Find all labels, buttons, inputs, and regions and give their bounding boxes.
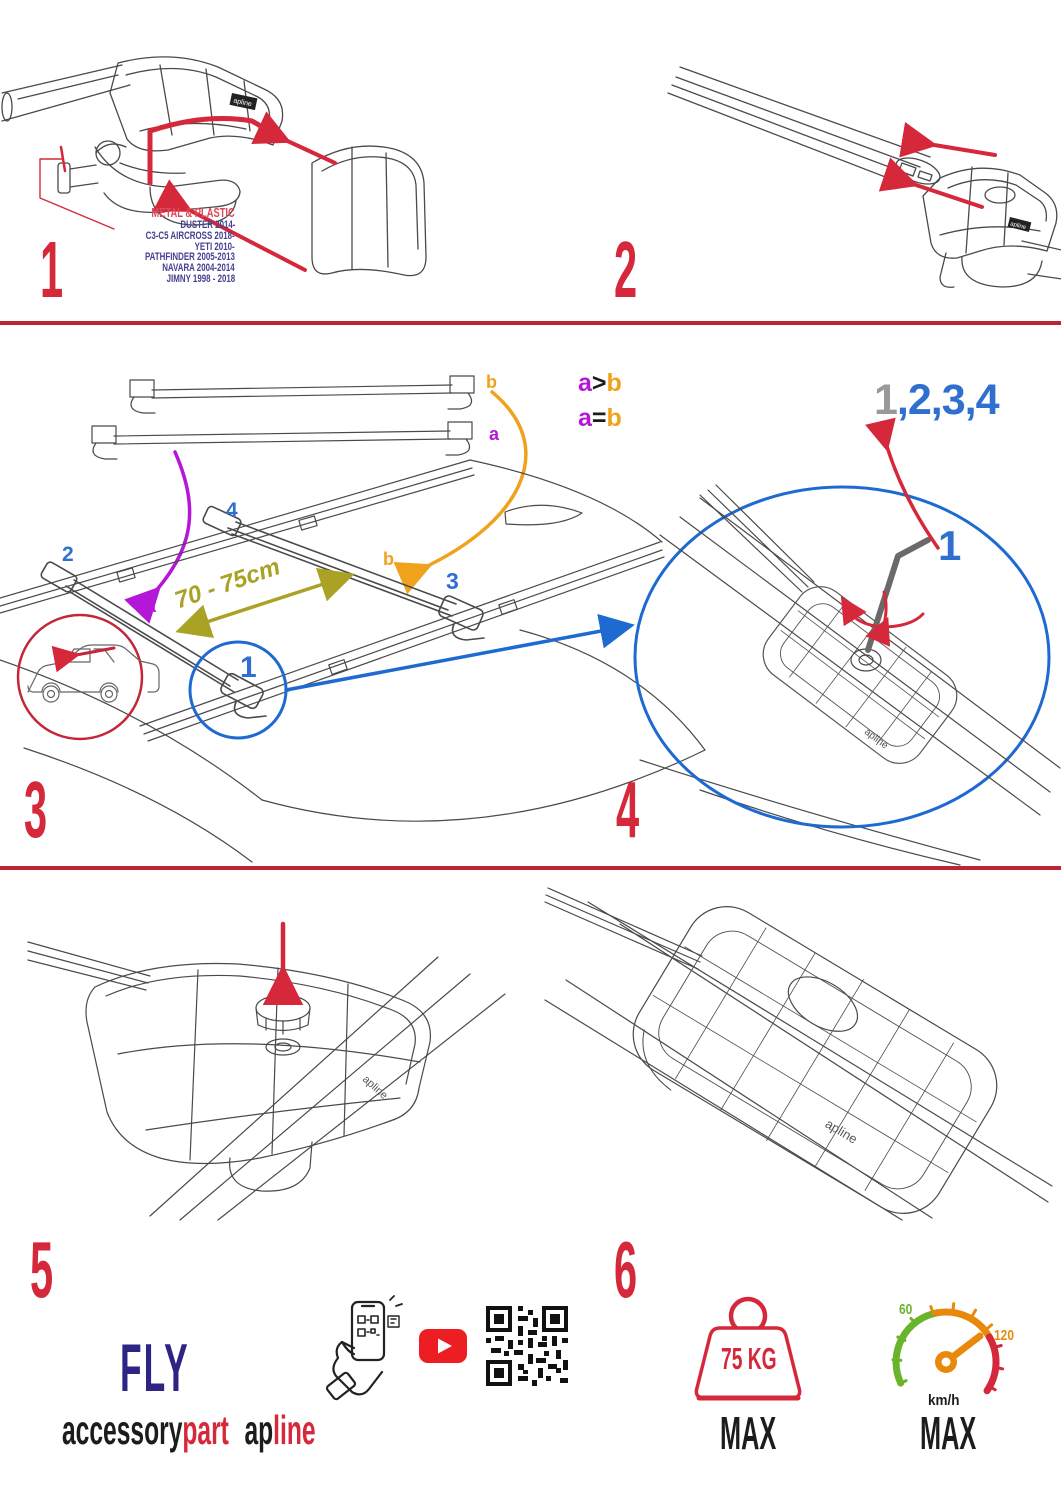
apline-logo-patch bbox=[230, 93, 258, 110]
compare-rule-1: a>b bbox=[578, 369, 622, 397]
svg-text:apline: apline bbox=[232, 97, 253, 109]
compare-rule-2: a=b bbox=[578, 404, 622, 432]
svg-text:apline: apline bbox=[862, 726, 891, 752]
max-weight-label: MAX bbox=[720, 1407, 777, 1459]
zoom-connector-line bbox=[286, 626, 628, 690]
foot2-number: 2 bbox=[62, 543, 74, 566]
step5-step6-drawing bbox=[0, 872, 1061, 1222]
product-name: FLY bbox=[120, 1330, 190, 1406]
foot1-number: 1 bbox=[240, 651, 257, 684]
step5-number: 5 bbox=[30, 1225, 53, 1314]
step4-magnified-view bbox=[635, 485, 1060, 827]
phone-scan-icon bbox=[320, 1296, 404, 1404]
bar-b-route-curve bbox=[410, 392, 526, 574]
repeat-sequence-arrow bbox=[882, 428, 938, 548]
gauge-60-label: 60 bbox=[899, 1301, 913, 1318]
roof-bar-a-label: a bbox=[146, 596, 157, 616]
fitment-text-block bbox=[95, 205, 235, 285]
svg-text:apline: apline bbox=[1009, 221, 1027, 232]
step3-number: 3 bbox=[24, 765, 47, 854]
section-divider-1 bbox=[0, 321, 1061, 325]
model-item: YETI 2010- bbox=[194, 240, 235, 253]
model-item: C3-C5 AIRCROSS 2018- bbox=[145, 229, 235, 242]
model-item: NAVARA 2004-2014 bbox=[162, 262, 235, 275]
bar-distance-label: 70 - 75cm bbox=[171, 553, 284, 615]
step5-foot bbox=[28, 924, 505, 1220]
step6-number: 6 bbox=[614, 1225, 637, 1314]
section-divider-2 bbox=[0, 866, 1061, 870]
model-item: JIMNY 1998 - 2018 bbox=[166, 272, 235, 285]
cover-attach-arrow bbox=[266, 131, 335, 163]
model-item: PATHFINDER 2005-2013 bbox=[145, 251, 235, 264]
max-speed-label: MAX bbox=[919, 1407, 977, 1459]
step1-number: 1 bbox=[40, 225, 63, 314]
step2-drawing bbox=[610, 45, 1061, 320]
gauge-120-label: 120 bbox=[994, 1327, 1015, 1344]
youtube-icon bbox=[419, 1329, 467, 1363]
tighten-sequence-label: 1,2,3,4 bbox=[874, 376, 999, 424]
step2-number: 2 bbox=[614, 225, 637, 314]
roof-bar-b-label: b bbox=[383, 549, 394, 569]
max-weight-value: 75 KG bbox=[720, 1341, 777, 1376]
foot3-number: 3 bbox=[446, 568, 459, 594]
material-label: METAL & PLASTIC bbox=[151, 205, 235, 220]
slide-in-arrow-top bbox=[910, 141, 995, 155]
step4-number: 4 bbox=[616, 765, 639, 854]
gauge-unit-label: km/h bbox=[928, 1392, 960, 1409]
bar-b-label: b bbox=[486, 372, 497, 392]
svg-text:apline: apline bbox=[359, 1073, 390, 1102]
svg-text:apline: apline bbox=[822, 1115, 861, 1147]
foot1-focus-circle bbox=[190, 642, 286, 738]
model-item: DUSTER 2014- bbox=[179, 219, 235, 231]
bar-a-label: a bbox=[489, 424, 500, 444]
crossbar-b-part bbox=[130, 376, 474, 413]
crossbar-a-part bbox=[92, 422, 472, 459]
hex-key bbox=[868, 540, 928, 650]
qr-code bbox=[486, 1306, 568, 1386]
step6-foot bbox=[545, 888, 1052, 1236]
bar-a-route-curve bbox=[144, 452, 190, 604]
step4-callout-number: 1 bbox=[938, 522, 962, 569]
company-wordmark: accessorypart apline bbox=[62, 1407, 316, 1453]
foot4-number: 4 bbox=[226, 499, 238, 522]
